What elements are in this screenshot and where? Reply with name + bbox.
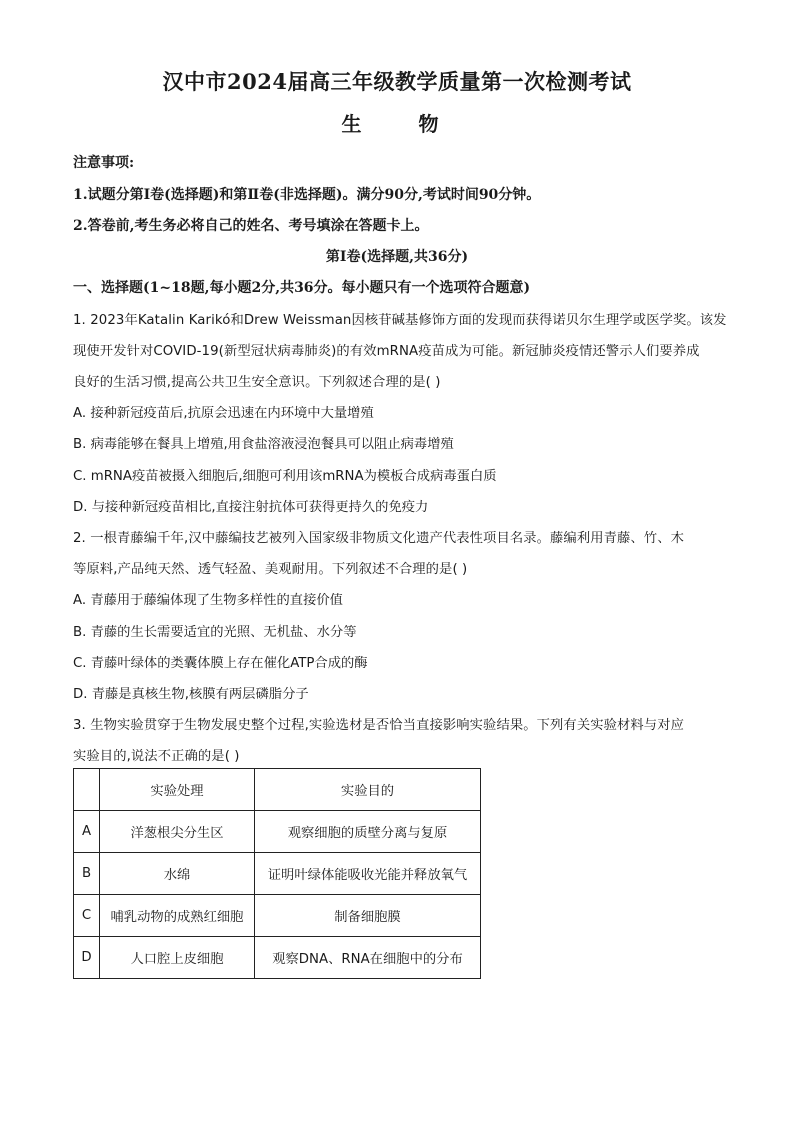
q2-option-b: B. 青藤的生长需要适宜的光照、无机盐、水分等 [73,625,357,640]
table-row [74,811,481,853]
subject-title: 生 物 [341,112,453,136]
section-instructions: 一、选择题(1~18题,每小题2分,共36分。每小题只有一个选项符合题意) [73,280,531,296]
table-cell: 哺乳动物的成熟红细胞 [100,895,255,937]
table-row [74,937,481,979]
part-title: 第Ⅰ卷(选择题,共36分) [325,249,469,265]
q3-stem-line-2: 实验目的,说法不正确的是( ) [73,749,240,764]
q1-option-a: A. 接种新冠疫苗后,抗原会迅速在内环境中大量增殖 [73,406,374,421]
table-cell: 制备细胞膜 [255,895,481,937]
q2-option-d: D. 青藤是真核生物,核膜有两层磷脂分子 [73,687,309,702]
table-header-cell: 实验处理 [100,769,255,811]
table-cell: 洋葱根尖分生区 [100,811,255,853]
table-cell: 水绵 [100,853,255,895]
table-cell: 证明叶绿体能吸收光能并释放氧气 [255,853,481,895]
table-header-cell [74,769,100,811]
q1-option-d: D. 与接种新冠疫苗相比,直接注射抗体可获得更持久的免疫力 [73,500,429,515]
table-row [74,853,481,895]
table-header-cell: 实验目的 [255,769,481,811]
table-header-row [74,769,481,811]
q1-option-c: C. mRNA疫苗被摄入细胞后,细胞可利用该mRNA为模板合成病毒蛋白质 [73,469,497,484]
table-cell: B [74,853,100,895]
table-row [74,895,481,937]
table-cell: 观察细胞的质壁分离与复原 [255,811,481,853]
q3-stem-line-1: 3. 生物实验贯穿于生物发展史整个过程,实验选材是否恰当直接影响实验结果。下列有关实验材料与对应 [73,718,685,733]
notice-heading: 注意事项: [73,155,135,171]
table-cell: C [74,895,100,937]
table-cell: 观察DNA、RNA在细胞中的分布 [255,937,481,979]
q2-stem-line-1: 2. 一根青藤编千年,汉中藤编技艺被列入国家级非物质文化遗产代表性项目名录。藤编利用青藤、竹、木 [73,531,685,546]
notice-item-2: 2.答卷前,考生务必将自己的姓名、考号填涂在答题卡上。 [73,218,429,234]
q1-stem-line-2: 现使开发针对COVID-19(新型冠状病毒肺炎)的有效mRNA疫苗成为可能。新冠肺炎疫情还警示人们要养成 [73,344,700,359]
q1-option-b: B. 病毒能够在餐具上增殖,用食盐溶液浸泡餐具可以阻止病毒增殖 [73,437,454,452]
table-cell: A [74,811,100,853]
table-cell: 人口腔上皮细胞 [100,937,255,979]
q2-option-c: C. 青藤叶绿体的类囊体膜上存在催化ATP合成的酶 [73,656,368,671]
experiment-table [73,768,481,979]
notice-item-1: 1.试题分第Ⅰ卷(选择题)和第Ⅱ卷(非选择题)。满分90分,考试时间90分钟。 [73,187,541,203]
q1-stem-line-1: 1. 2023年Katalin Karikó和Drew Weissman因核苷碱基修饰方面的发现而获得诺贝尔生理学或医学奖。该发 [73,313,727,328]
q2-stem-line-2: 等原料,产品纯天然、透气轻盈、美观耐用。下列叙述不合理的是( ) [73,562,468,577]
q2-option-a: A. 青藤用于藤编体现了生物多样性的直接价值 [73,593,343,608]
exam-title: 汉中市2024届高三年级教学质量第一次检测考试 [162,69,632,94]
table-cell: D [74,937,100,979]
q1-stem-line-3: 良好的生活习惯,提高公共卫生安全意识。下列叙述合理的是( ) [73,375,441,390]
